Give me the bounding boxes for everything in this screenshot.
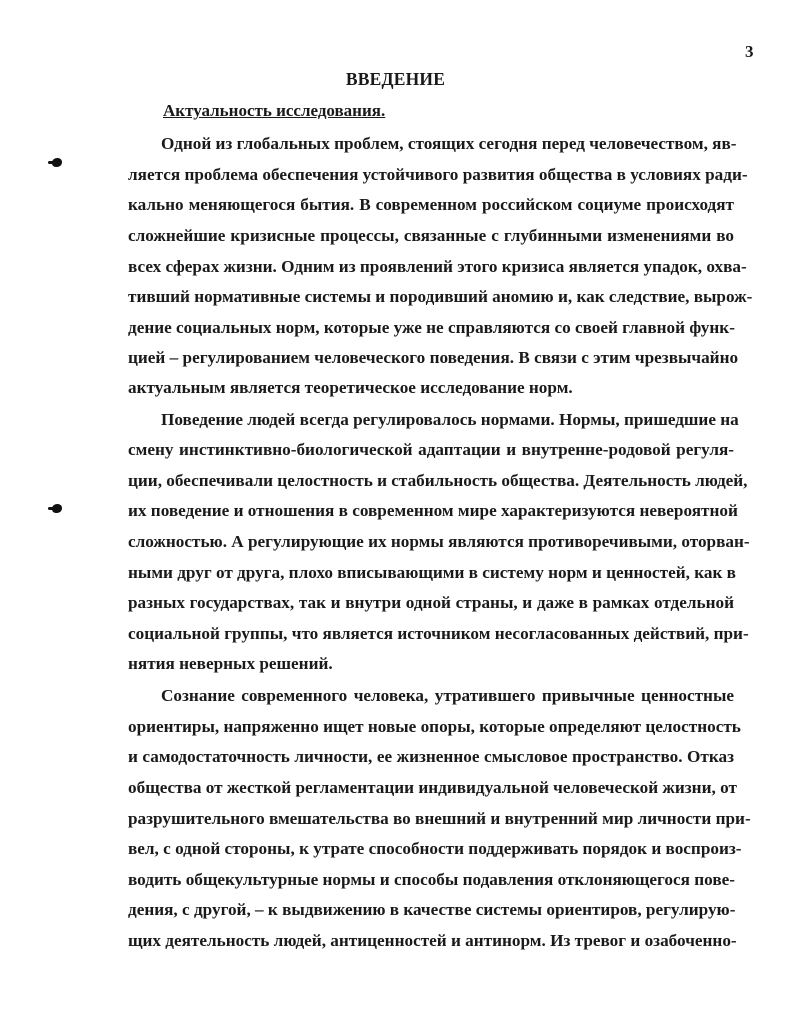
text-line: кально меняющегося бытия. В современном российском социуме происходят (128, 195, 734, 214)
text-line: общества от жесткой регламентации индивидуальной человеческой жизни, от (128, 778, 737, 797)
text-line: ориентиры, напряженно ищет новые опоры, которые определяют целостность (128, 717, 741, 736)
text-line: Сознание современного человека, утратившего привычные ценностные (161, 686, 734, 705)
text-line: смену инстинктивно-биологической адаптации и внутренне-родовой регуля- (128, 440, 734, 459)
text-line: Одной из глобальных проблем, стоящих сегодня перед человечеством, яв- (161, 134, 737, 153)
page-title: ВВЕДЕНИЕ (345, 69, 446, 89)
text-line: сложнейшие кризисные процессы, связанные с глубинными изменениями во (128, 226, 734, 245)
text-line: водить общекультурные нормы и способы подавления отклоняющегося пове- (128, 870, 735, 889)
text-line: разных государствах, так и внутри одной страны, и даже в рамках отдельной (128, 593, 734, 612)
text-line: дения, с другой, – к выдвижению в качестве системы ориентиров, регулирую- (128, 900, 736, 919)
section-heading: Актуальность исследования. (163, 101, 386, 120)
text-line: актуальным является теоретическое исследование норм. (128, 378, 573, 397)
text-line: сложностью. А регулирующие их нормы являются противоречивыми, оторван- (128, 532, 750, 551)
text-line: дение социальных норм, которые уже не справляются со своей главной функ- (128, 318, 735, 337)
text-line: всех сферах жизни. Одним из проявлений этого кризиса является упадок, охва- (128, 257, 747, 276)
text-line: ными друг от друга, плохо вписывающими в систему норм и ценностей, как в (128, 563, 736, 582)
text-line: щих деятельность людей, антиценностей и антинорм. Из тревог и озабоченно- (128, 931, 737, 950)
text-line: социальной группы, что является источником несогласованных действий, при- (128, 624, 749, 643)
text-line: разрушительного вмешательства во внешний и внутренний мир личности при- (128, 809, 751, 828)
binding-hole-mark-icon (52, 158, 62, 167)
text-line: вел, с одной стороны, к утрате способности поддерживать порядок и воспроиз- (128, 839, 742, 858)
text-line: цией – регулированием человеческого поведения. В связи с этим чрезвычайно (128, 348, 739, 367)
text-line: тивший нормативные системы и породивший аномию и, как следствие, вырож- (128, 287, 753, 306)
text-line: Поведение людей всегда регулировалось нормами. Нормы, пришедшие на (161, 410, 739, 429)
text-line: ции, обеспечивали целостность и стабильность общества. Деятельность людей, (128, 471, 748, 490)
text-line: ляется проблема обеспечения устойчивого развития общества в условиях ради- (128, 165, 748, 184)
page-number: 3 (745, 42, 754, 61)
text-line: их поведение и отношения в современном мире характеризуются невероятной (128, 501, 738, 520)
binding-hole-mark-icon (52, 504, 62, 513)
text-line: и самодостаточность личности, ее жизненное смысловое пространство. Отказ (128, 747, 734, 766)
text-line: нятия неверных решений. (128, 654, 333, 673)
